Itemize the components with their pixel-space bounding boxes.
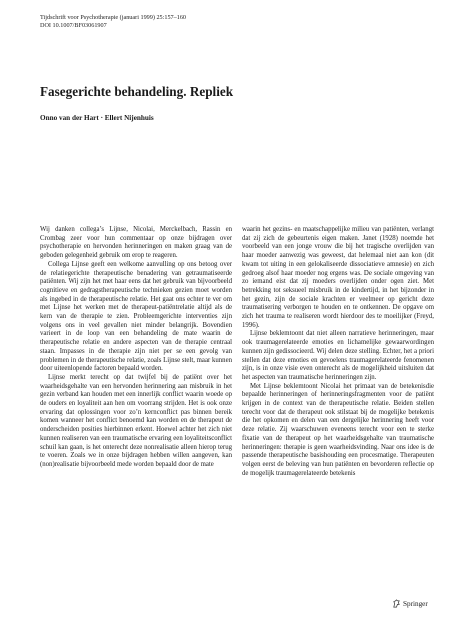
article-title: Fasegerichte behandeling. Repliek	[40, 84, 234, 99]
article-authors: Onno van der Hart · Ellert Nijenhuis	[40, 114, 154, 122]
body-column-right	[242, 226, 434, 478]
publisher-name: Springer	[403, 599, 428, 608]
paragraph: Collega Lijnse geeft een welkome aanvulling op ons betoog over de relatiegerichte therapeutische benadering van getraumatiseerde patiënten. Wij zijn het met haar eens dat het gebruik van bijvoorbeeld cognitieve en gedragstherapeutische technieken gezien moet worden als ingebed in de therapeutische relatie. Het gaat ons echter te ver om met Lijnse het werken met de therapeut-patiëntrelatie altijd als de kern van de therapie te zien. Probleemgerichte interventies zijn volgens ons in veel gevallen niet minder belangrijk. Bovendien varieert in de loop van een behandeling de mate waarin de therapeutische relatie en andere aspecten van de therapie centraal staan. Impasses in de therapie zijn niet per se een gevolg van problemen in de therapeutische relatie, zoals Lijnse stelt, maar kunnen door uiteenlopende factoren bepaald worden.	[40, 260, 232, 373]
paragraph: Met Lijnse beklemtoont Nicolai het primaat van de betekenisdie bepaalde herinneringen of herinneringsfragmenten voor de patiënt krijgen in de context van de therapeutische relatie. Beiden stellen terecht voor dat de therapeut ook stilstaat bij de mogelijke betekenis die het opkomen en delen van een dergelijke herinnering heeft voor deze relatie. Zij waarschuwen eveneens terecht voor een te sterke fixatie van de therapeut op het waarheidsgehalte van traumatische herinneringen: therapie is geen waarheidsvinding. Naar ons idee is de passende therapeutische basishouding een procesmatige. Therapeuten volgen eerst de beleving van hun patiënten en bevorderen reflectie op de mogelijk traumagerelateerde betekenis	[242, 382, 434, 477]
body-column-left	[40, 226, 232, 470]
paragraph: waarin het gezins- en maatschappelijke milieu van patiënten, verlangt dat zij zich de gebeurtenis eigen maken. Janet (1928) noemde het voorbeeld van een jonge vrouw die bij het tragische overlijden van haar moeder aanwezig was geweest, dat helemaal niet aan kon (dit kwam tot uiting in een gelokaliseerde dissociatieve amnesie) en zich gedroeg alsof haar moeder nog ergens was. De sociale omgeving van zo iemand eist dat zij moeders overlijden onder ogen ziet. Met betrekking tot seksueel misbruik in de kindertijd, in het bijzonder in het gezin, zijn de sociale krachten er veelmeer op gericht deze traumatisering verborgen te houden en te ontkennen. De opgave om zich het trauma te realiseren wordt hierdoor des te moeilijker (Freyd, 1996).	[242, 226, 434, 329]
publisher-logo	[392, 599, 428, 608]
paragraph: Lijnse beklemtoont dat niet alleen narratieve herinneringen, maar ook traumagerelateerde emoties en lichamelijke gewaarwordingen kunnen zijn gedissocieerd. Wij delen deze stelling. Echter, het a priori stellen dat deze emoties en gevoelens traumagerelateerde fenomenen zijn, is in onze visie even onterecht als de mogelijkheid uitsluiten dat het aspecten van traumatische herinneringen zijn.	[242, 330, 434, 381]
paragraph: Wij danken collega’s Lijnse, Nicolai, Merckelbach, Rassin en Crombag zeer voor hun commentaar op onze bijdragen over psychotherapie en hervonden herinneringen en maken graag van de geboden gelegenheid gebruik om erop te reageren.	[40, 226, 232, 260]
doi: DOI 10.1007/BF03061907	[40, 22, 107, 29]
journal-citation: Tijdschrift voor Psychotherapie (januari 1999) 25:157–160	[40, 14, 187, 21]
springer-horse-icon	[392, 599, 401, 608]
journal-header	[40, 14, 186, 30]
paragraph: Lijnse merkt terecht op dat twijfel bij de patiënt over het waarheidsgehalte van een hervonden herinnering aan misbruik in het gezin verband kan houden met een innerlijk conflict waarin woede op de ouders en loyaliteit aan hen om voorrang strijden. Het is ook onze ervaring dat oplossingen voor zo’n kernconflict pas binnen bereik komen wanneer het conflict benoemd kan worden en de therapeut de onderscheiden posities hierbinnen erkent. Hoewel achter het zich niet kunnen realiseren van een traumatische ervaring een loyaliteitsconflict schuil kan gaan, is het onterecht deze nonrealisatie alleen hierop terug te voeren. Zoals we in onze bijdragen hebben willen aangeven, kan (non)realisatie bijvoorbeeld mede worden bepaald door de mate	[40, 373, 232, 468]
